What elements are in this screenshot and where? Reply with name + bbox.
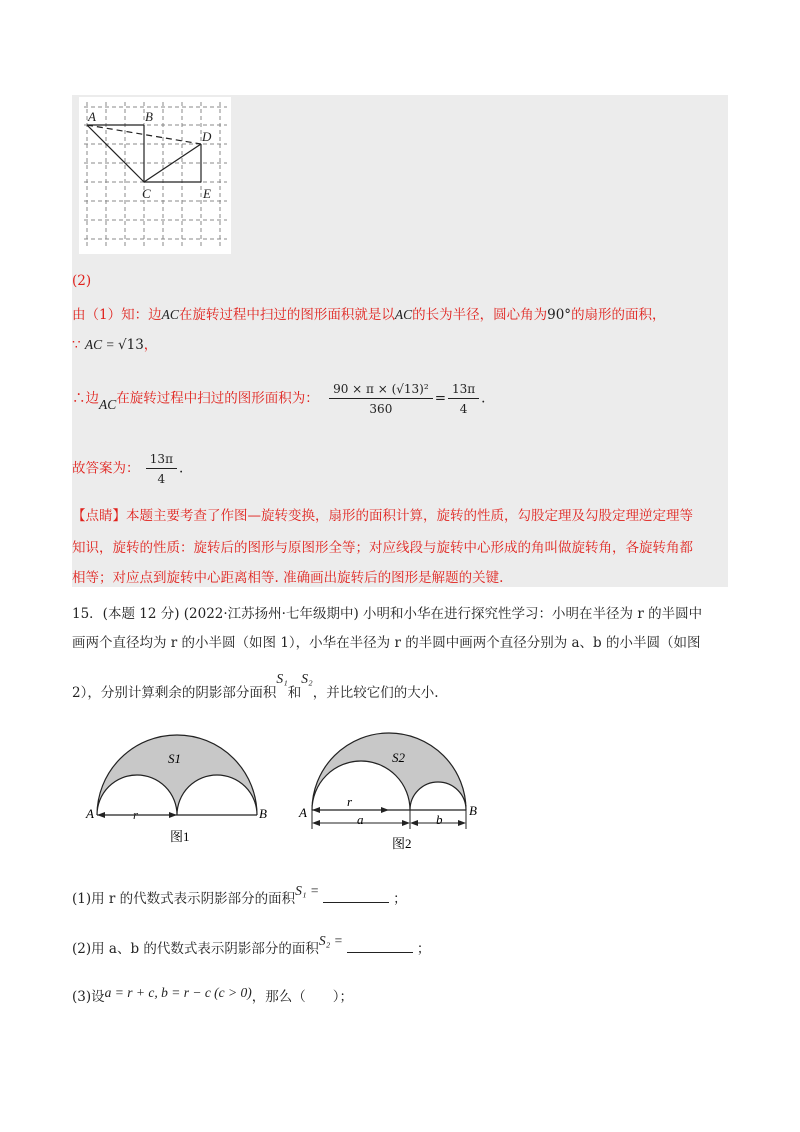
text: 本题主要考查了作图—旋转变换，扇形的面积计算，旋转的性质，勾股定理及勾股定理逆定理等	[126, 508, 693, 524]
question-line-2: 画两个直径均为 r 的小半圆（如图 1），小华在半径为 r 的半圆中画两个直径分别为 a、b 的小半圆（如图	[72, 635, 701, 651]
fraction-denominator: 4	[157, 472, 166, 486]
text: 的长为半径，圆心角为	[412, 307, 548, 323]
comment-line-3: 相等；对应点到旋转中心距离相等. 准确画出旋转后的图形是解题的关键.	[72, 570, 504, 586]
area-fraction	[329, 382, 433, 416]
label-d: D	[202, 129, 212, 144]
fraction-denominator: 360	[369, 402, 393, 416]
label-c: C	[142, 186, 151, 201]
answer-blank-1[interactable]	[323, 890, 389, 903]
question-line-1: 15．(本题 12 分) (2022·江苏扬州·七年级期中) 小明和小华在进行探究性学习：小明在半径为 r 的半圆中	[72, 606, 703, 622]
answer-fraction	[146, 452, 177, 486]
b-label: b	[436, 812, 443, 827]
text: 的扇形的面积，	[571, 307, 666, 323]
comment-tag: 【点睛】	[72, 508, 126, 524]
answer-line	[72, 452, 183, 486]
point-b: B	[259, 806, 267, 821]
ac-expression: AC =	[84, 337, 119, 352]
text: ；	[416, 941, 431, 957]
text: 2），分别计算剩余的阴影部分面积	[72, 685, 277, 701]
point-a: A	[86, 806, 94, 821]
s1-label: S1	[168, 751, 181, 766]
figure-1	[80, 725, 280, 855]
sub-question-2	[72, 933, 431, 957]
text: ；	[393, 891, 407, 907]
label-a: A	[88, 109, 96, 124]
comment-line-2: 知识，旋转的性质：旋转后的图形与原图形全等；对应线段与旋转中心形成的角叫做旋转角，各旋转角都	[72, 540, 693, 556]
point-b: B	[469, 803, 477, 818]
substitution-expression: a = r + c, b = r − c (c > 0)	[104, 985, 252, 1000]
s2-equals: S₂ =	[318, 933, 343, 948]
rotation-grid-diagram	[79, 97, 231, 254]
solution-line-2	[72, 333, 157, 353]
fraction-numerator: 13π	[448, 382, 479, 399]
sqrt-13: √13	[118, 337, 144, 353]
var-ac: AC	[161, 307, 179, 322]
sub-question-1	[72, 883, 407, 907]
text: 和	[287, 685, 302, 701]
text: 在旋转过程中扫过的图形面积就是以	[178, 307, 395, 323]
comment-line-1	[72, 504, 693, 524]
text: (1)用 r 的代数式表示阴影部分的面积	[72, 891, 296, 907]
s2-symbol: S₂	[301, 671, 313, 686]
solution-line-1	[72, 303, 666, 323]
arrow-head	[458, 820, 466, 826]
answer-blank-2[interactable]	[347, 940, 413, 953]
radius-label: r	[133, 807, 139, 822]
shaded-region-s1	[97, 735, 257, 815]
text: (3)设	[72, 989, 105, 1005]
solution-line-3	[72, 382, 485, 416]
fraction-numerator: 13π	[146, 452, 177, 469]
text: .	[481, 390, 486, 407]
text: ，并比较它们的大小.	[312, 685, 439, 701]
s1-equals: S₁ =	[295, 883, 320, 898]
figure-2-caption: 图2	[392, 836, 412, 851]
fraction-denominator: 4	[459, 402, 468, 416]
text: ，那么（ ）；	[251, 989, 354, 1005]
arrow-head-left	[97, 812, 105, 818]
s1-symbol: S₁	[276, 671, 288, 686]
equals-sign: =	[434, 390, 446, 407]
var-ac: AC	[99, 396, 117, 412]
a-label: a	[357, 812, 364, 827]
arrow-head-right	[381, 807, 389, 813]
arrow-head	[410, 820, 418, 826]
arrow-head-left	[312, 807, 320, 813]
grid-figure	[79, 97, 231, 254]
text: (2)用 a、b 的代数式表示阴影部分的面积	[72, 941, 319, 957]
text: .	[178, 460, 184, 477]
var-ac: AC	[394, 307, 413, 322]
arrow-head	[312, 820, 320, 826]
figure-1-caption: 图1	[170, 829, 190, 844]
angle-value: 90°	[547, 307, 572, 323]
part-label: (2)	[72, 273, 92, 289]
question-line-3	[72, 671, 439, 701]
shaded-region-s2	[312, 733, 466, 810]
label-b: B	[145, 109, 153, 124]
arrow-head	[402, 820, 410, 826]
point-a: A	[299, 805, 307, 820]
text: ，	[143, 337, 158, 353]
segment-ac	[87, 125, 144, 182]
fraction-numerator: 90 × π × (√13)²	[329, 382, 433, 399]
sub-question-3	[72, 985, 353, 1005]
text: ∴边	[72, 390, 99, 407]
because-symbol: ∵	[72, 337, 81, 353]
text: 故答案为：	[72, 460, 140, 477]
arrow-head-right	[169, 812, 177, 818]
label-e: E	[203, 186, 211, 201]
radius-label: r	[347, 794, 353, 809]
text: 在旋转过程中扫过的图形面积为：	[116, 390, 319, 407]
text: 由（1）知：边	[72, 307, 162, 323]
result-fraction	[448, 382, 479, 416]
figure-2	[295, 725, 495, 860]
s2-label: S2	[392, 750, 405, 765]
